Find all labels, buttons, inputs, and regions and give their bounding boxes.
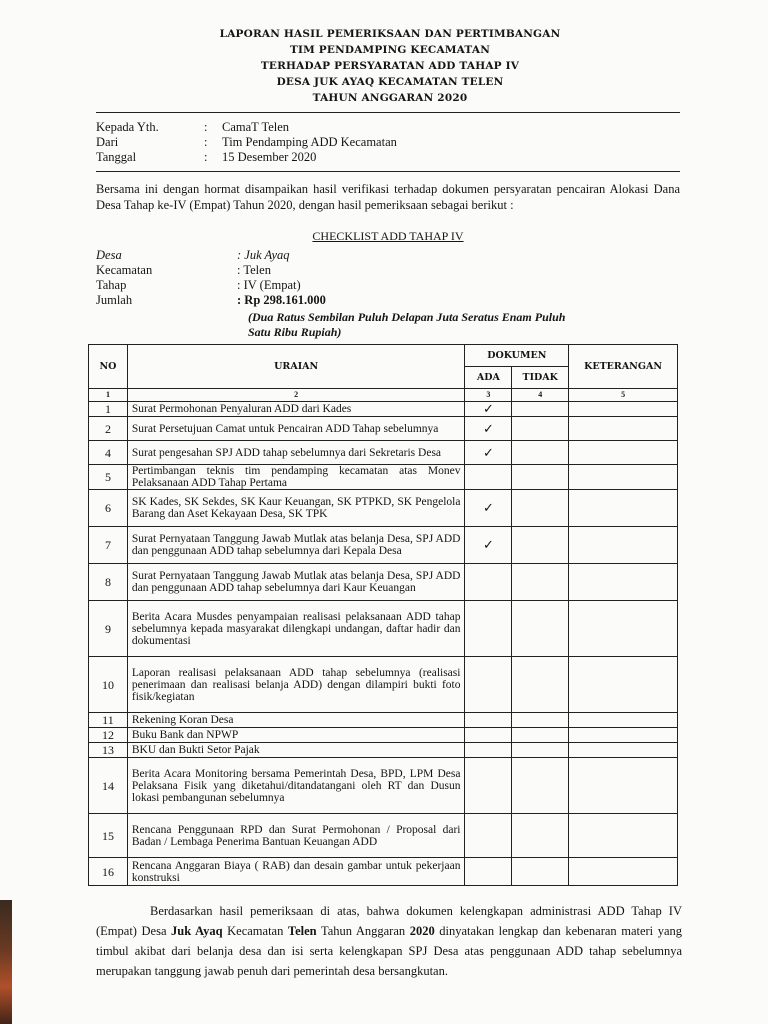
row-description: Surat Pernyataan Tanggung Jawab Mutlak atas belanja Desa, SPJ ADD dan penggunaan ADD tahap sebelumnya dari Kepala Desa [127, 527, 465, 564]
row-number: 11 [89, 713, 128, 728]
col-number: 2 [127, 389, 465, 402]
detail-value-desa: : Juk Ayaq [237, 248, 290, 262]
address-rule [96, 171, 680, 172]
row-number: 16 [89, 858, 128, 886]
check-mark-icon: ✓ [465, 490, 512, 527]
row-description: Surat Persetujuan Camat untuk Pencairan ADD Tahap sebelumnya [127, 417, 465, 441]
address-value-to: CamaT Telen [222, 120, 290, 134]
header-rule [96, 112, 680, 113]
amount-in-words-line-2: Satu Ribu Rupiah) [248, 325, 342, 339]
row-description: Surat Pernyataan Tanggung Jawab Mutlak atas belanja Desa, SPJ ADD dan penggunaan ADD tahap sebelumnya dari Kaur Keuangan [127, 564, 465, 601]
address-label-date: Tanggal [96, 150, 137, 164]
closing-desa: Juk Ayaq [171, 924, 223, 938]
row-description: Berita Acara Musdes penyampaian realisasi pelaksanaan ADD tahap sebelumnya kepada masyarakat dilengkapi undangan, daftar hadir dan dokumentasi [127, 601, 465, 657]
row-description: Surat Permohonan Penyaluran ADD dari Kades [127, 402, 465, 417]
tidak-cell [512, 402, 569, 417]
keterangan-cell [569, 601, 678, 657]
row-number: 5 [89, 465, 128, 490]
table-row [89, 490, 678, 527]
keterangan-cell [569, 527, 678, 564]
report-title-line-5: TAHUN ANGGARAN 2020 [312, 92, 468, 104]
address-label-from: Dari [96, 135, 119, 149]
ada-cell [465, 465, 512, 490]
table-row [89, 564, 678, 601]
row-number: 8 [89, 564, 128, 601]
tidak-cell [512, 814, 569, 858]
table-row [89, 713, 678, 728]
keterangan-cell [569, 657, 678, 713]
table-row [89, 858, 678, 886]
col-header-keterangan: KETERANGAN [569, 345, 678, 389]
col-header-dokumen: DOKUMEN [465, 345, 569, 367]
row-number: 2 [89, 417, 128, 441]
keterangan-cell [569, 417, 678, 441]
keterangan-cell [569, 743, 678, 758]
row-description: SK Kades, SK Sekdes, SK Kaur Keuangan, SK PTPKD, SK Pengelola Barang dan Aset Kekayaan Desa, SK TPK [127, 490, 465, 527]
row-number: 6 [89, 490, 128, 527]
table-row [89, 601, 678, 657]
row-description: Berita Acara Monitoring bersama Pemerintah Desa, BPD, LPM Desa Pelaksana Fisik yang diketahui/ditandatangani oleh RT dan Dusun lokasi pembangunan sebelumnya [127, 758, 465, 814]
keterangan-cell [569, 713, 678, 728]
ada-cell [465, 713, 512, 728]
checklist-table [88, 344, 678, 886]
row-number: 9 [89, 601, 128, 657]
detail-label-desa: Desa [96, 248, 122, 262]
closing-text-3: Tahun Anggaran [316, 924, 410, 938]
row-number: 12 [89, 728, 128, 743]
keterangan-cell [569, 490, 678, 527]
checklist-rows [89, 402, 678, 886]
table-row [89, 743, 678, 758]
check-mark-icon: ✓ [465, 527, 512, 564]
keterangan-cell [569, 728, 678, 743]
table-row [89, 657, 678, 713]
closing-tahun: 2020 [409, 924, 435, 938]
report-title-line-1: LAPORAN HASIL PEMERIKSAAN DAN PERTIMBANGAN [219, 28, 561, 40]
address-value-date: 15 Desember 2020 [222, 150, 317, 164]
keterangan-cell [569, 465, 678, 490]
row-number: 7 [89, 527, 128, 564]
tidak-cell [512, 758, 569, 814]
tidak-cell [512, 858, 569, 886]
row-number: 13 [89, 743, 128, 758]
col-header-no: NO [89, 345, 128, 389]
row-number: 15 [89, 814, 128, 858]
row-number: 10 [89, 657, 128, 713]
tidak-cell [512, 564, 569, 601]
keterangan-cell [569, 441, 678, 465]
tidak-cell [512, 490, 569, 527]
row-description: BKU dan Bukti Setor Pajak [127, 743, 465, 758]
address-sep: : [204, 150, 208, 164]
ada-cell [465, 728, 512, 743]
ada-cell [465, 858, 512, 886]
table-row [89, 527, 678, 564]
page-edge-shadow [0, 900, 12, 1024]
row-description: Pertimbangan teknis tim pendamping kecamatan atas Monev Pelaksanaan ADD Tahap Pertama [127, 465, 465, 490]
col-header-uraian: URAIAN [127, 345, 465, 389]
intro-paragraph: Bersama ini dengan hormat disampaikan hasil verifikasi terhadap dokumen persyaratan pencairan Alokasi Dana Desa Tahap ke-IV (Empat) Tahun 2020, dengan hasil pemeriksaan sebagai berikut : [96, 182, 680, 212]
row-description: Rencana Penggunaan RPD dan Surat Permohonan / Proposal dari Badan / Lembaga Penerima Bantuan Keuangan ADD [127, 814, 465, 858]
col-number: 1 [89, 389, 128, 402]
table-row [89, 758, 678, 814]
row-description: Rekening Koran Desa [127, 713, 465, 728]
closing-text-1: Berdasarkan hasil pemeriksaan di atas, bahwa dokumen kelengkapan administrasi ADD Tahap IV (Empat) Desa [96, 904, 682, 938]
detail-value-jumlah: : Rp 298.161.000 [237, 293, 326, 307]
report-title-line-4: DESA JUK AYAQ KECAMATAN TELEN [276, 76, 504, 88]
tidak-cell [512, 728, 569, 743]
row-number: 1 [89, 402, 128, 417]
col-number: 4 [512, 389, 569, 402]
closing-text-2: Kecamatan [222, 924, 288, 938]
report-title-line-3: TERHADAP PERSYARATAN ADD TAHAP IV [260, 60, 520, 72]
col-header-tidak: TIDAK [512, 367, 569, 389]
ada-cell [465, 743, 512, 758]
keterangan-cell [569, 858, 678, 886]
report-title-line-2: TIM PENDAMPING KECAMATAN [289, 44, 490, 56]
tidak-cell [512, 527, 569, 564]
row-number: 4 [89, 441, 128, 465]
tidak-cell [512, 441, 569, 465]
table-row [89, 417, 678, 441]
address-label-to: Kepada Yth. [96, 120, 159, 134]
ada-cell [465, 657, 512, 713]
row-number: 14 [89, 758, 128, 814]
tidak-cell [512, 465, 569, 490]
table-row [89, 402, 678, 417]
row-description: Buku Bank dan NPWP [127, 728, 465, 743]
detail-label-kecamatan: Kecamatan [96, 263, 153, 277]
tidak-cell [512, 713, 569, 728]
detail-value-kecamatan: : Telen [237, 263, 271, 277]
check-mark-icon: ✓ [465, 417, 512, 441]
row-description: Surat pengesahan SPJ ADD tahap sebelumnya dari Sekretaris Desa [127, 441, 465, 465]
detail-value-tahap: : IV (Empat) [237, 278, 301, 292]
table-row [89, 728, 678, 743]
keterangan-cell [569, 758, 678, 814]
detail-label-tahap: Tahap [96, 278, 127, 292]
check-mark-icon: ✓ [465, 441, 512, 465]
address-value-from: Tim Pendamping ADD Kecamatan [222, 135, 397, 149]
tidak-cell [512, 743, 569, 758]
detail-label-jumlah: Jumlah [96, 293, 133, 307]
keterangan-cell [569, 814, 678, 858]
keterangan-cell [569, 564, 678, 601]
keterangan-cell [569, 402, 678, 417]
closing-paragraph [96, 901, 682, 981]
table-row [89, 814, 678, 858]
tidak-cell [512, 657, 569, 713]
ada-cell [465, 564, 512, 601]
amount-in-words-line-1: (Dua Ratus Sembilan Puluh Delapan Juta Seratus Enam Puluh [248, 310, 566, 324]
ada-cell [465, 601, 512, 657]
table-row [89, 465, 678, 490]
table-row [89, 441, 678, 465]
col-header-ada: ADA [465, 367, 512, 389]
col-number: 3 [465, 389, 512, 402]
ada-cell [465, 758, 512, 814]
row-description: Rencana Anggaran Biaya ( RAB) dan desain gambar untuk pekerjaan konstruksi [127, 858, 465, 886]
closing-text-4: dinyatakan lengkap dan kebenaran materi yang timbul akibat dari belanja desa dan isi serta kelengkapan SPJ Desa atas penggunaan ADD tahap sebelumnya merupakan tanggung jawab penuh dari pemerintah desa bersangkutan. [96, 924, 682, 978]
col-number: 5 [569, 389, 678, 402]
closing-kecamatan: Telen [287, 924, 317, 938]
check-mark-icon: ✓ [465, 402, 512, 417]
tidak-cell [512, 601, 569, 657]
address-sep: : [204, 120, 208, 134]
address-sep: : [204, 135, 208, 149]
ada-cell [465, 814, 512, 858]
tidak-cell [512, 417, 569, 441]
row-description: Laporan realisasi pelaksanaan ADD tahap sebelumnya (realisasi penerimaan dan realisasi belanja ADD) dengan dilampiri bukti foto fisik/kegiatan [127, 657, 465, 713]
checklist-title: CHECKLIST ADD TAHAP IV [312, 229, 464, 243]
